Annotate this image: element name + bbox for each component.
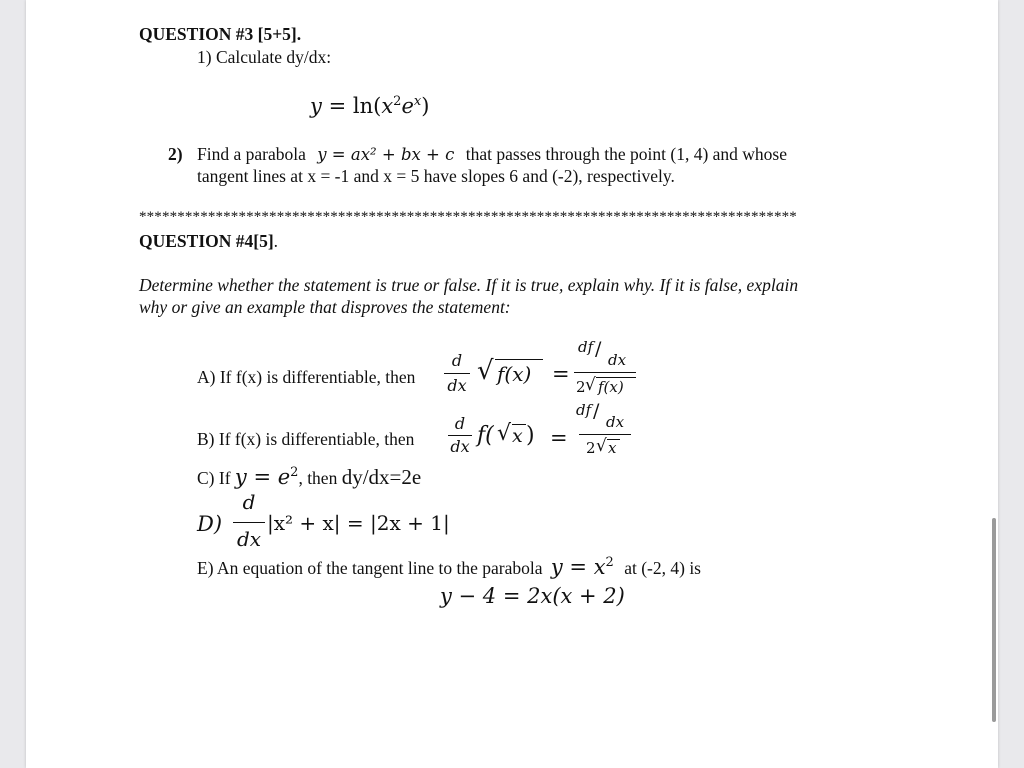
q4-d-label: D) [197,512,223,536]
q4-d-denominator: dx [236,527,262,551]
document-page: QUESTION #3 [5+5]. 1) Calculate dy/dx: $y = \ln(x^2e^x)$ 2) Find a parabola y = ax² + bx + c that passes through the point (1, 4) and whose tangent lines at x = -1 and x = 5 have slopes 6 and (-2), respectively. ************************************************************************************** QUESTION #4[5]. Determine whether the statement is true or false. If it is true, explain why. If it is false, explain why or give an example that disproves the statement: A) If f(x) is differentiable, then d dx √ f(x) = df / dx 2 √ f(x) B) If f(x) is differentiable, then d dx f( √ x ) = df / dx 2 √ x C) If $y = e^2$, then dy/dx=2e D) d dx |x² + x| = |2x + 1| E) An equation of the tangent line to the parabola $y = x^2$ at (-2, 4) is y − 4 = 2x(x + 2) [26,0,998,768]
scrollbar-thumb[interactable] [992,518,996,722]
q4-e-tangent-line: y − 4 = 2x(x + 2) [440,584,625,608]
q4-instructions-line2: why or give an example that disproves the statement: [139,297,511,317]
q4-header: QUESTION #4[5]. [139,231,279,251]
q4-b-text: B) If f(x) is differentiable, then [197,429,415,449]
q3-part2-number: 2) [168,144,183,164]
q4-a-text: A) If f(x) is differentiable, then [197,367,416,387]
q3-part1-equation: $y = \ln(x^2e^x)$ [310,94,430,118]
q4-c-statement: C) If $y = e^2$, then dy/dx=2e [197,465,422,489]
q4-instructions-line1: Determine whether the statement is true or false. If it is true, explain why. If it is false, explain [139,275,799,295]
q4-d-expression: |x² + x| = |2x + 1| [267,511,450,535]
q4-d-numerator: d [242,490,256,514]
q4-d-fraction-bar [233,522,265,523]
q3-part2-line2: tangent lines at x = -1 and x = 5 have slopes 6 and (-2), respectively. [197,166,675,186]
q3-part2-line1: Find a parabola y = ax² + bx + c that passes through the point (1, 4) and whose [197,144,788,164]
q4-e-statement: E) An equation of the tangent line to the parabola $y = x^2$ at (-2, 4) is [197,555,701,579]
asterisk-divider: ************************************************************************************** [139,209,797,225]
scrollbar-track[interactable] [990,0,998,768]
q3-part2-formula: y = ax² + bx + c [317,145,455,164]
q3-part1-label: 1) Calculate dy/dx: [197,47,332,67]
q3-header: QUESTION #3 [5+5]. [139,24,302,44]
